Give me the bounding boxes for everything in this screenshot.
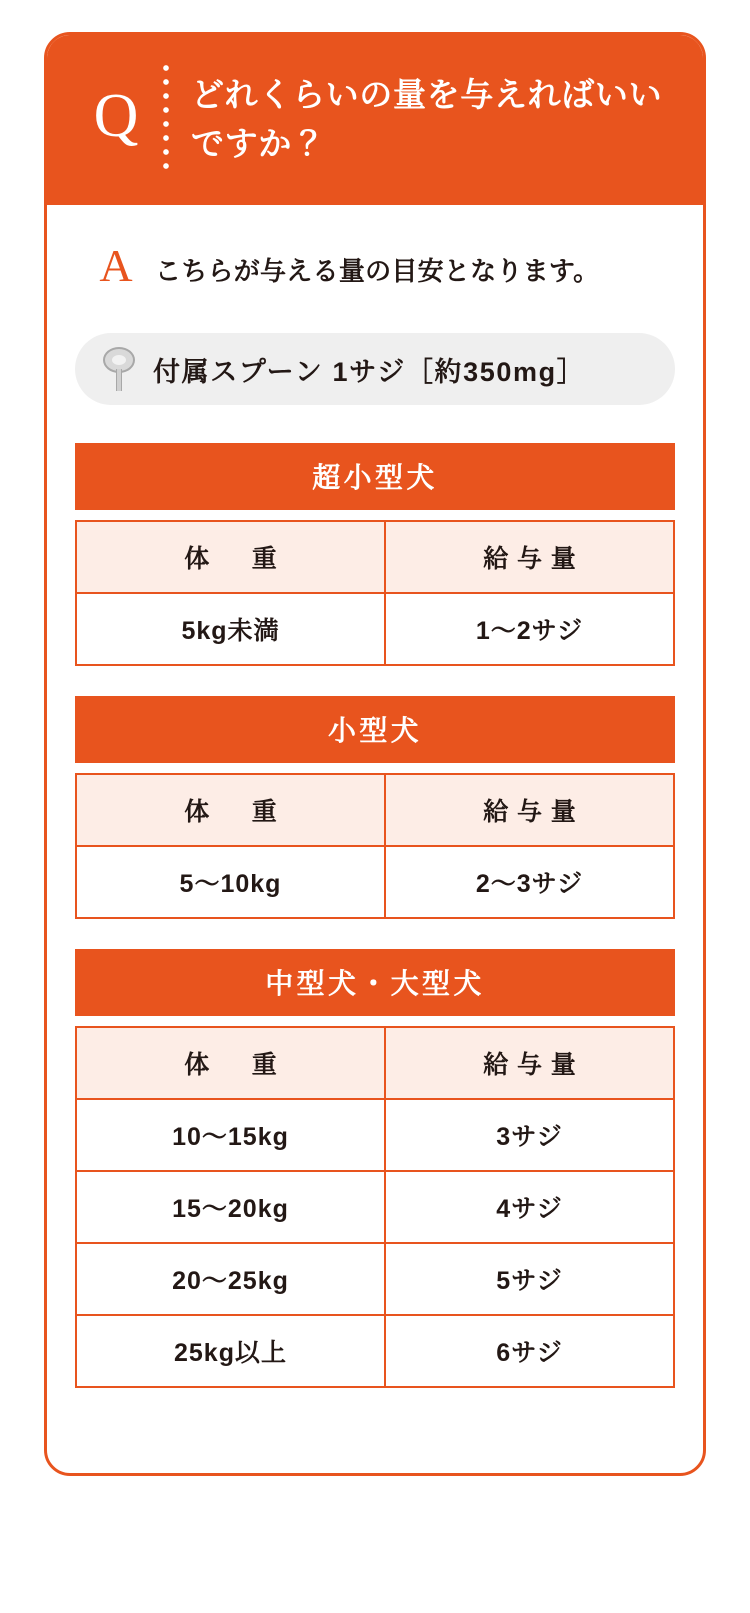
column-header-weight: 体 重 [76, 1027, 385, 1099]
dose-table-block-1 [75, 696, 675, 919]
table-row [76, 846, 674, 918]
cell-weight: 15〜20kg [76, 1171, 385, 1243]
cell-weight: 25kg以上 [76, 1315, 385, 1387]
column-header-amount: 給与量 [385, 521, 674, 593]
column-header-weight: 体 重 [76, 774, 385, 846]
dose-table-title: 小型犬 [75, 696, 675, 763]
dose-table-title: 中型犬・大型犬 [75, 949, 675, 1016]
answer-row [47, 205, 703, 305]
question-marker: Q [93, 82, 139, 150]
column-header-weight: 体 重 [76, 521, 385, 593]
column-header-amount: 給与量 [385, 1027, 674, 1099]
cell-weight: 5kg未満 [76, 593, 385, 665]
cell-amount: 5サジ [385, 1243, 674, 1315]
answer-text: こちらが与える量の目安となります。 [155, 255, 600, 286]
dose-table [75, 773, 675, 919]
spoon-icon [97, 343, 141, 395]
table-row [76, 1099, 674, 1171]
cell-amount: 2〜3サジ [385, 846, 674, 918]
qa-card [44, 32, 706, 1476]
table-row [76, 1171, 674, 1243]
dose-table-title: 超小型犬 [75, 443, 675, 510]
cell-weight: 5〜10kg [76, 846, 385, 918]
question-text: どれくらいの量を与えればいいですか？ [191, 75, 663, 162]
table-header-row [76, 774, 674, 846]
cell-amount: 6サジ [385, 1315, 674, 1387]
table-row [76, 1315, 674, 1387]
dose-table [75, 1026, 675, 1388]
dotted-divider [163, 65, 169, 173]
dose-table-block-2 [75, 949, 675, 1388]
cell-amount: 1〜2サジ [385, 593, 674, 665]
dose-table-block-0 [75, 443, 675, 666]
cell-amount: 4サジ [385, 1171, 674, 1243]
column-header-amount: 給与量 [385, 774, 674, 846]
cell-weight: 10〜15kg [76, 1099, 385, 1171]
table-row [76, 593, 674, 665]
table-row [76, 1243, 674, 1315]
spoon-note [75, 333, 675, 405]
cell-amount: 3サジ [385, 1099, 674, 1171]
spoon-note-label: 付属スプーン 1サジ［約350mg］ [153, 356, 586, 387]
cell-weight: 20〜25kg [76, 1243, 385, 1315]
dose-table [75, 520, 675, 666]
answer-marker: A [99, 240, 133, 291]
table-header-row [76, 1027, 674, 1099]
question-header [47, 35, 703, 205]
table-header-row [76, 521, 674, 593]
